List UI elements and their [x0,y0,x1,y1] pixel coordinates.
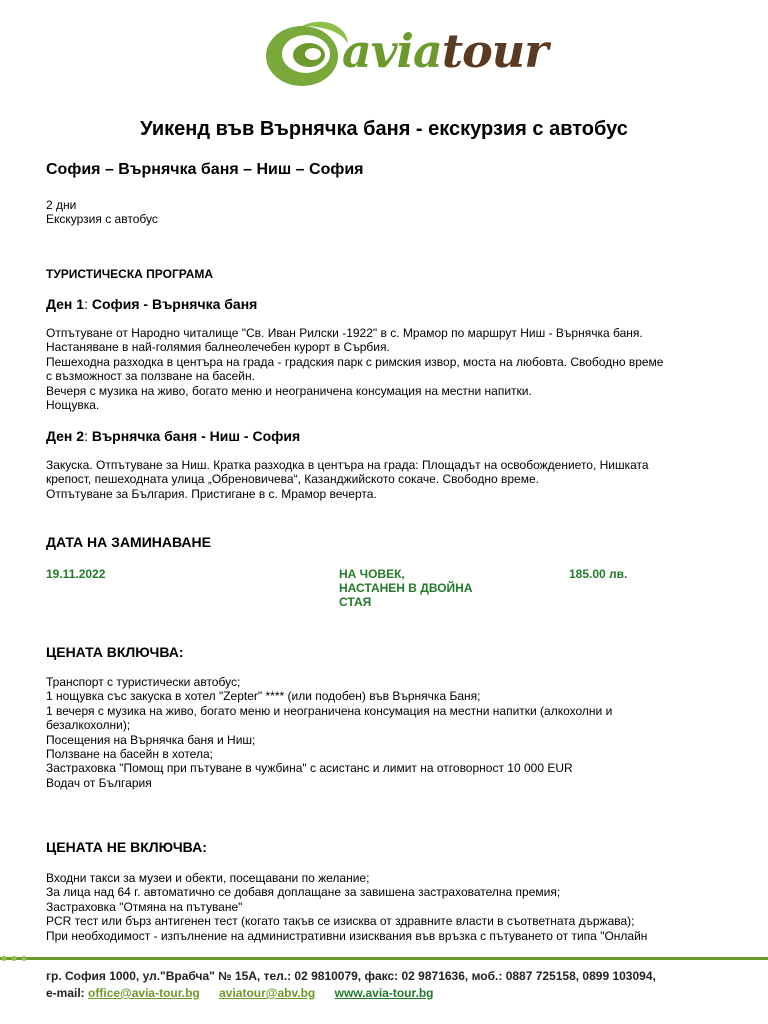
route-subtitle: София – Върнячка баня – Ниш – София [46,161,364,178]
company-logo [262,14,548,90]
departure-date: 19.11.2022 [46,567,106,581]
departure-heading: ДАТА НА ЗАМИНАВАНЕ [46,534,211,550]
email-link-abv[interactable]: aviatour@abv.bg [219,986,316,1000]
footer-contacts [46,968,656,1002]
program-heading: ТУРИСТИЧЕСКА ПРОГРАМА [46,267,214,281]
transport-type: Екскурзия с автобус [46,212,158,226]
day2-heading: Ден 2: Върнячка баня - Ниш - София [46,428,301,444]
email-link-office[interactable]: office@avia-tour.bg [88,986,200,1000]
day1-heading: Ден 1: София - Върнячка баня [46,296,258,312]
trip-meta [46,198,158,226]
footer-address: гр. София 1000, ул."Врабча" № 15А, тел.: 02 9810079, факс: 02 9871636, моб.: 0887 725158, 0899 103094, [46,969,656,983]
excludes-heading: ЦЕНАТА НЕ ВКЛЮЧВА: [46,839,207,855]
room-type: НА ЧОВЕК, НАСТАНЕН В ДВОЙНА СТАЯ [339,567,473,609]
duration: 2 дни [46,198,77,212]
includes-heading: ЦЕНАТА ВКЛЮЧВА: [46,644,184,660]
excludes-list: Входни такси за музеи и обекти, посещавани по желание; За лица над 64 г. автоматично се добавя доплащане за завишена застрахователна премия; Застраховка "Отмяна на пътуване" PCR тест или бърз антигенен тест (когато такъв се изисква от здравните власти в съответната държава); При необходимост - изпълнение на административни изисквания във връзка с пътуването от типа "Онлайн [46,871,648,943]
price: 185.00 лв. [569,567,628,581]
includes-list: Транспорт с туристически автобус; 1 нощувка със закуска в хотел "Zepter" **** (или подобен) във Върнячка Баня; 1 вечеря с музика на живо, богато меню и неограничена консумация на местни напитки (алкохолни и безалкохолни); Посещения на Върнячка баня и Ниш; Ползване на басейн в хотела; Застраховка "Помощ при пътуване в чужбина" с асистанс и лимит на отговорност 10 000 EUR Водач от България [46,675,613,790]
email-label: e-mail: [46,986,85,1000]
page-title: Уикенд във Върнячка баня - екскурзия с автобус [140,118,628,140]
day1-description: Отпътуване от Народно читалище "Св. Иван Рилски -1922" в с. Мрамор по маршрут Ниш - Върнячка баня. Настаняване в най-голямия балнеолечебен курорт в Сърбия. Пешеходна разходка в центъра на града - градския парк с римския извор, моста на любовта. Свободно време с възможност за ползване на басейн. Вечеря с музика на живо, богато меню и неограничена консумация на местни напитки. Нощувка. [46,326,664,413]
logo-swirl-icon [262,14,352,90]
website-link[interactable]: www.avia-tour.bg [334,986,434,1000]
logo-wordmark: aviatour [342,24,548,78]
footer-divider [0,955,768,963]
day2-description: Закуска. Отпътуване за Ниш. Кратка разходка в центъра на града: Площадът на освобождението, Нишката крепост, пешеходната улица „Обреновичева“, Казанджийското сокаче. Свободно време. Отпътуване за България. Пристигане в с. Мрамор вечерта. [46,458,649,501]
